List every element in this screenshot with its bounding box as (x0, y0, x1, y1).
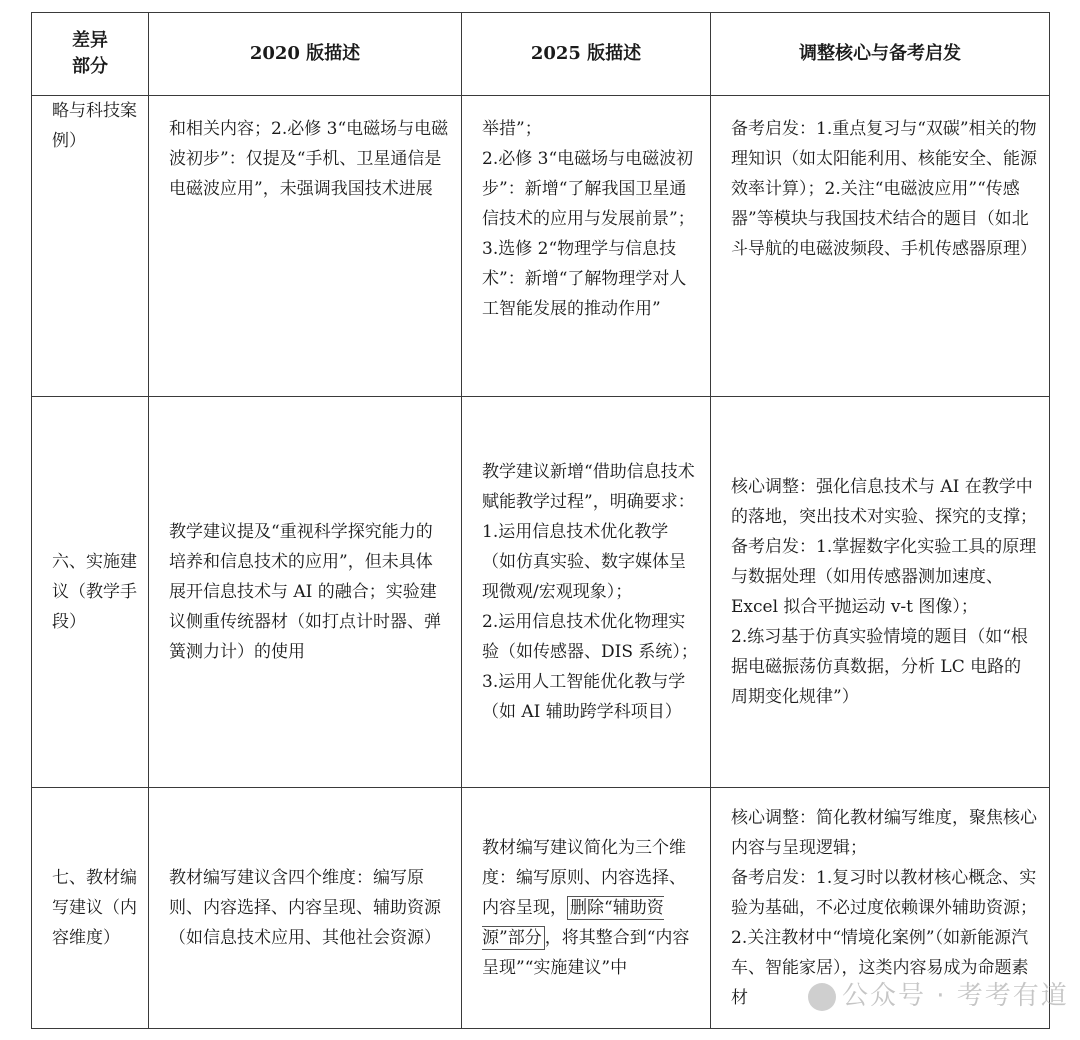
comparison-table (31, 12, 1050, 1029)
row-part: 略与科技案例） (32, 96, 149, 397)
header-2025: 2025 版描述 (462, 13, 711, 96)
row-2025: 教学建议新增“借助信息技术赋能教学过程”，明确要求：1.运用信息技术优化教学（如仿真实验、数字媒体呈现微观/宏观现象）； 2.运用信息技术优化物理实验（如传感器、DIS 系统）； 3.运用人工智能优化教与学（如 AI 辅助跨学科项目） (462, 397, 711, 788)
row-2020: 教学建议提及“重视科学探究能力的培养和信息技术的应用”，但未具体展开信息技术与 AI 的融合；实验建议侧重传统器材（如打点计时器、弹簧测力计）的使用 (149, 397, 462, 788)
header-part: 差异 部分 (32, 13, 149, 96)
row-notes: 核心调整：简化教材编写维度，聚焦核心内容与呈现逻辑； 备考启发：1.复习时以教材核心概念、实验为基础，不必过度依赖课外辅助资源；2.关注教材中“情境化案例”（如新能源汽车、智能家居），这类内容易成为命题素材 (711, 788, 1050, 1029)
row-notes: 备考启发：1.重点复习与“双碳”相关的物理知识（如太阳能利用、核能安全、能源效率计算）；2.关注“电磁波应用”“传感器”等模块与我国技术结合的题目（如北斗导航的电磁波频段、手机传感器原理） (711, 96, 1050, 397)
wechat-icon (808, 983, 836, 1011)
row-2020: 教材编写建议含四个维度：编写原则、内容选择、内容呈现、辅助资源（如信息技术应用、其他社会资源） (149, 788, 462, 1029)
row-part: 七、教材编写建议（内容维度） (32, 788, 149, 1029)
row-2025: 教材编写建议简化为三个维度：编写原则、内容选择、内容呈现， 删除“辅助资源”部分 ，将其整合到“内容呈现”“实施建议”中 (462, 788, 711, 1029)
row-2020: 和相关内容；2.必修 3“电磁场与电磁波初步”：仅提及“手机、卫星通信是电磁波应用”，未强调我国技术进展 (149, 96, 462, 397)
table-row (32, 397, 1050, 788)
row-notes: 核心调整：强化信息技术与 AI 在教学中的落地，突出技术对实验、探究的支撑； 备考启发：1.掌握数字化实验工具的原理与数据处理（如用传感器测加速度、Excel 拟合平抛运动 v-t 图像）； 2.练习基于仿真实验情境的题目（如“根据电磁振荡仿真数据，分析 LC 电路的周期变化规律”） (711, 397, 1050, 788)
row-part: 六、实施建议（教学手段） (32, 397, 149, 788)
header-2020: 2020 版描述 (149, 13, 462, 96)
header-row (32, 13, 1050, 96)
table-row (32, 96, 1050, 397)
highlight-box: 删除“辅助资源”部分 (482, 898, 664, 948)
header-notes: 调整核心与备考启发 (711, 13, 1050, 96)
row-2025: 举措”； 2.必修 3“电磁场与电磁波初步”：新增“了解我国卫星通信技术的应用与发展前景”； 3.选修 2“物理学与信息技术”：新增“了解物理学对人工智能发展的推动作用” (462, 96, 711, 397)
watermark: 公众号 · 考考有道 (808, 975, 1069, 1012)
